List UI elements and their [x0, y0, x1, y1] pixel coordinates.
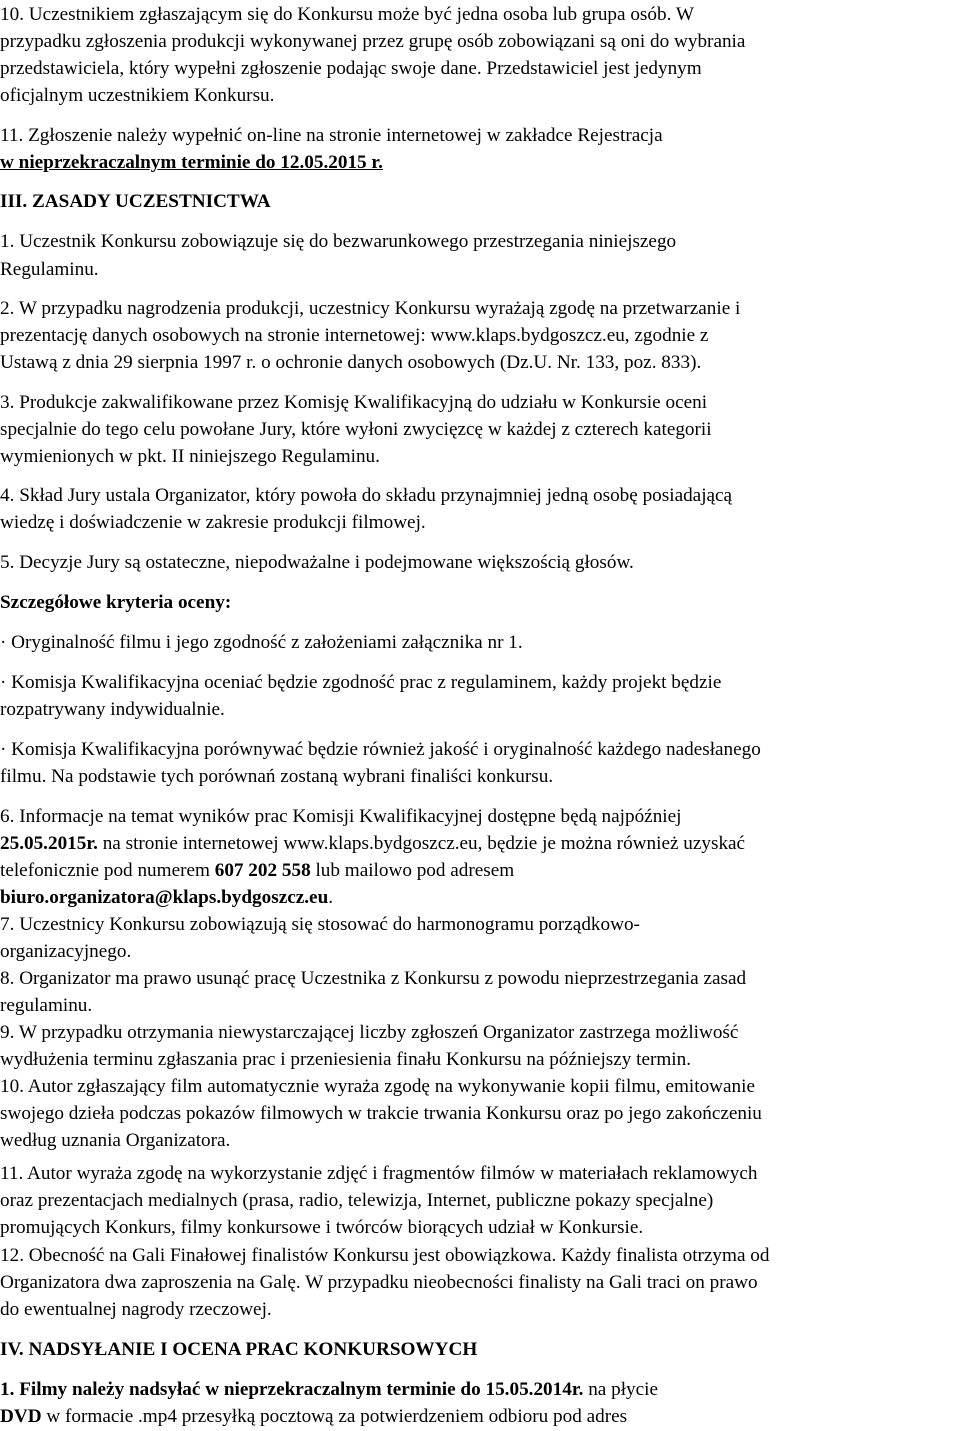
criteria-item-3-line2: filmu. Na podstawie tych porównań zostaną wybrani finaliści konkursu. [0, 766, 554, 787]
section3-p5: 5. Decyzje Jury są ostateczne, niepodważalne i podejmowane większością głosów. [0, 552, 634, 573]
registration-deadline: w nieprzekraczalnym terminie do 12.05.2015 r. [0, 152, 383, 173]
criteria-item-3-line1: · Komisja Kwalifikacyjna porównywać będzie również jakość i oryginalność każdego nadesłanego [0, 739, 761, 760]
section3-p3-line1: 3. Produkcje zakwalifikowane przez Komisję Kwalifikacyjną do udziału w Konkursie oceni [0, 392, 708, 413]
submission-deadline: 1. Filmy należy nadsyłać w nieprzekraczalnym terminie do 15.05.2014r. [0, 1379, 584, 1400]
p6-line3-pre: telefonicznie pod numerem [0, 860, 215, 881]
section3-p3-line2: specjalnie do tego celu powołane Jury, które wyłoni zwycięzcę w każdej z czterech kategorii [0, 419, 712, 440]
section3-p11-line1: 11. Autor wyraża zgodę na wykorzystanie zdjęć i fragmentów filmów w materiałach reklamowych [0, 1163, 758, 1184]
criteria-item-1: · Oryginalność filmu i jego zgodność z założeniami załącznika nr 1. [0, 632, 523, 653]
section3-p11-line3: promujących Konkurs, filmy konkursowe i twórców biorących udział w Konkursie. [0, 1217, 644, 1238]
section3-p12-line1: 12. Obecność na Gali Finałowej finalistów Konkursu jest obowiązkowa. Każdy finalista otrzyma od [0, 1245, 770, 1266]
section3-p4-line1: 4. Skład Jury ustala Organizator, który powoła do składu przynajmniej jedną osobę posiadającą [0, 485, 733, 506]
section3-p3-line3: wymienionych w pkt. II niniejszego Regulaminu. [0, 446, 380, 467]
criteria-item-2-line2: rozpatrywany indywidualnie. [0, 699, 225, 720]
section3-p10-line2: swojego dzieła podczas pokazów filmowych w trakcie trwania Konkursu oraz po jego zakończeniu [0, 1103, 762, 1124]
section3-p6-line1: 6. Informacje na temat wyników prac Komisji Kwalifikacyjnej dostępne będą najpóźniej [0, 806, 682, 827]
section3-p6-line3 [0, 857, 514, 885]
section-heading-IV: IV. NADSYŁANIE I OCENA PRAC KONKURSOWYCH [0, 1339, 478, 1360]
section3-p9-line2: wydłużenia terminu zgłaszania prac i przeniesienia finału Konkursu na późniejszy termin. [0, 1049, 692, 1070]
section2-p10-line1: 10. Uczestnikiem zgłaszającym się do Konkursu może być jedna osoba lub grupa osób. W [0, 4, 694, 25]
criteria-heading: Szczegółowe kryteria oceny: [0, 592, 232, 613]
section2-p10-line4: oficjalnym uczestnikiem Konkursu. [0, 85, 275, 106]
section2-p11-line1: 11. Zgłoszenie należy wypełnić on-line na stronie internetowej w zakładce Rejestracja [0, 125, 663, 146]
section4-p1-line1-rest: na płycie [583, 1379, 658, 1400]
section4-p1-line1 [0, 1376, 658, 1404]
section3-p12-line3: do ewentualnej nagrody rzeczowej. [0, 1299, 272, 1320]
section3-p8-line1: 8. Organizator ma prawo usunąć pracę Uczestnika z Konkursu z powodu nieprzestrzegania zasad [0, 968, 747, 989]
section3-p2-line2: prezentację danych osobowych na stronie internetowej: www.klaps.bydgoszcz.eu, zgodnie z [0, 325, 709, 346]
section3-p2-line3: Ustawą z dnia 29 sierpnia 1997 r. o ochronie danych osobowych (Dz.U. Nr. 133, poz. 833). [0, 352, 702, 373]
section3-p7-line2: organizacyjnego. [0, 941, 132, 962]
section-heading-III: III. ZASADY UCZESTNICTWA [0, 191, 271, 212]
section3-p9-line1: 9. W przypadku otrzymania niewystarczającej liczby zgłoszeń Organizator zastrzega możliwość [0, 1022, 739, 1043]
section3-p12-line2: Organizatora dwa zaproszenia na Galę. W przypadku nieobecności finalisty na Gali traci on prawo [0, 1272, 758, 1293]
section3-p4-line2: wiedzę i doświadczenie w zakresie produkcji filmowej. [0, 512, 426, 533]
section3-p8-line2: regulaminu. [0, 995, 93, 1016]
section2-p10-line3: przedstawiciela, który wypełni zgłoszenie podając swoje dane. Przedstawiciel jest jedynym [0, 58, 702, 79]
p6-line2-text: na stronie internetowej www.klaps.bydgoszcz.eu, będzie je można również uzyskać [97, 833, 746, 854]
section3-p11-line2: oraz prezentacjach medialnych (prasa, radio, telewizja, Internet, publiczne pokazy specjalne) [0, 1190, 714, 1211]
p6-line4-post: . [328, 887, 334, 908]
section3-p10-line1: 10. Autor zgłaszający film automatycznie wyraża zgodę na wykonywanie kopii filmu, emitowanie [0, 1076, 755, 1097]
section3-p2-line1: 2. W przypadku nagrodzenia produkcji, uczestnicy Konkursu wyrażają zgodę na przetwarzanie i [0, 298, 741, 319]
dvd-label: DVD [0, 1406, 42, 1427]
section4-p1-line2 [0, 1403, 627, 1431]
section3-p1-line2: Regulaminu. [0, 259, 99, 280]
email-address: biuro.organizatora@klaps.bydgoszcz.eu [0, 887, 329, 908]
phone-number: 607 202 558 [214, 860, 311, 881]
section3-p10-line3: według uznania Organizatora. [0, 1130, 231, 1151]
criteria-item-2-line1: · Komisja Kwalifikacyjna oceniać będzie zgodność prac z regulaminem, każdy projekt będzie [0, 672, 722, 693]
section3-p7-line1: 7. Uczestnicy Konkursu zobowiązują się stosować do harmonogramu porządkowo- [0, 914, 640, 935]
section3-p1-line1: 1. Uczestnik Konkursu zobowiązuje się do bezwarunkowego przestrzegania niniejszego [0, 231, 677, 252]
p6-line3-post: lub mailowo pod adresem [310, 860, 515, 881]
section4-p1-line2-rest: w formacie .mp4 przesyłką pocztową za potwierdzeniem odbioru pod adres [41, 1406, 628, 1427]
section2-p10-line2: przypadku zgłoszenia produkcji wykonywanej przez grupę osób zobowiązani są oni do wybrania [0, 31, 746, 52]
section3-p6-line4 [0, 884, 333, 912]
results-date: 25.05.2015r. [0, 833, 98, 854]
section3-p6-line2 [0, 830, 745, 858]
